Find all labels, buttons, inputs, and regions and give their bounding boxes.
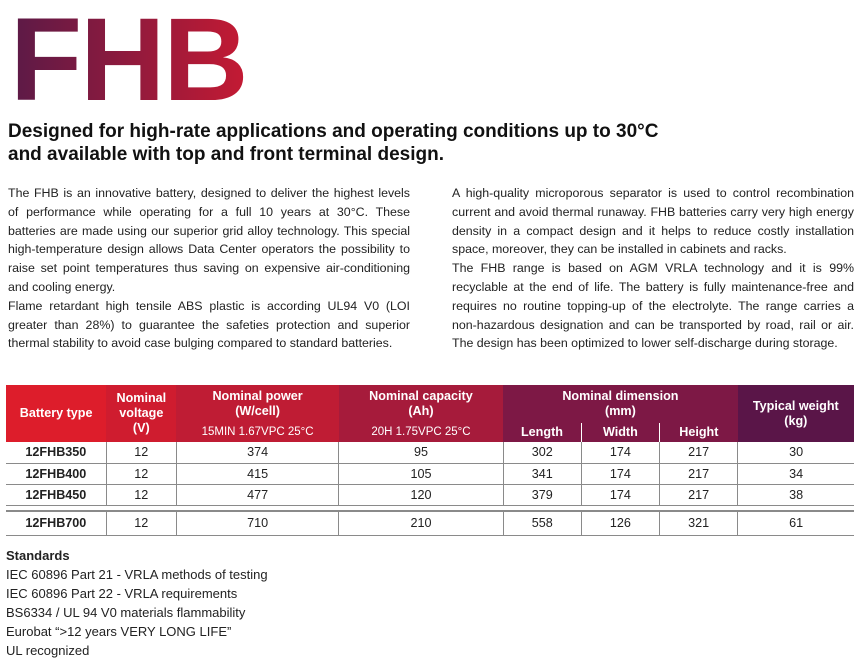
standards-title: Standards bbox=[6, 548, 70, 563]
header-dimension-line-2: (mm) bbox=[605, 404, 636, 418]
standards-item: BS6334 / UL 94 V0 materials flammability bbox=[6, 605, 246, 620]
cell-height: 217 bbox=[659, 463, 737, 484]
cell-length: 558 bbox=[503, 511, 581, 535]
header-width: Width bbox=[581, 423, 659, 442]
intro-left-paragraph-1: The FHB is an innovative battery, designed to deliver the highest levels of performance while operating for a full 10 years at 30°C. These batteries are made using our superior grid alloy technology. This special high-temperature design allows Data Center operators the possibility to raise set point temperatures thus saving on expensive air-conditioning and cooling energy. bbox=[8, 186, 410, 294]
header-power-condition: 15MIN 1.67VPC 25°C bbox=[176, 423, 338, 442]
header-length: Length bbox=[503, 423, 581, 442]
header-power-line-1: Nominal power bbox=[212, 389, 303, 403]
intro-left-paragraph-2: Flame retardant high tensile ABS plastic is according UL94 V0 (LOI greater than 28%) to guarantee the safeties protection and superior thermal stability to avoid case bulging compared to standard batteries. bbox=[8, 298, 410, 351]
standards-item: Eurobat “>12 years VERY LONG LIFE” bbox=[6, 624, 232, 639]
cell-battery-type: 12FHB400 bbox=[6, 463, 106, 484]
header-power-line-2: (W/cell) bbox=[235, 404, 280, 418]
cell-height: 217 bbox=[659, 484, 737, 505]
header-nominal-power bbox=[176, 385, 338, 423]
standards-item: IEC 60896 Part 22 - VRLA requirements bbox=[6, 586, 238, 601]
header-battery-type: Battery type bbox=[6, 385, 106, 442]
standards-section bbox=[6, 546, 268, 660]
table-row bbox=[6, 463, 854, 484]
table-row bbox=[6, 511, 854, 535]
cell-capacity: 105 bbox=[339, 463, 503, 484]
header-height: Height bbox=[659, 423, 737, 442]
cell-capacity: 95 bbox=[339, 442, 503, 463]
cell-capacity: 210 bbox=[339, 511, 503, 535]
header-weight-line-2: (kg) bbox=[784, 413, 808, 428]
cell-voltage: 12 bbox=[106, 511, 176, 535]
cell-voltage: 12 bbox=[106, 484, 176, 505]
header-voltage-line-2: voltage bbox=[119, 406, 164, 420]
cell-width: 126 bbox=[581, 511, 659, 535]
cell-width: 174 bbox=[581, 484, 659, 505]
cell-length: 341 bbox=[503, 463, 581, 484]
intro-right-paragraph-1: A high-quality microporous separator is used to control recombination current and avoid thermal runaway. FHB batteries carry very high energy density in a compact design and it helps to reduce costly installation space, moreover, they can be installed in cabinets and racks. bbox=[452, 186, 854, 257]
cell-height: 321 bbox=[659, 511, 737, 535]
header-voltage-line-1: Nominal bbox=[116, 391, 167, 405]
cell-voltage: 12 bbox=[106, 463, 176, 484]
cell-capacity: 120 bbox=[339, 484, 503, 505]
intro-left-column bbox=[8, 184, 410, 353]
table-row bbox=[6, 442, 854, 463]
cell-weight: 38 bbox=[738, 484, 854, 505]
cell-power: 415 bbox=[176, 463, 338, 484]
spec-table bbox=[6, 385, 854, 536]
header-typical-weight bbox=[738, 385, 854, 442]
cell-height: 217 bbox=[659, 442, 737, 463]
cell-length: 302 bbox=[503, 442, 581, 463]
header-capacity-line-1: Nominal capacity bbox=[369, 389, 473, 403]
standards-item: IEC 60896 Part 21 - VRLA methods of testing bbox=[6, 567, 268, 582]
header-nominal-capacity bbox=[339, 385, 503, 423]
table-row bbox=[6, 484, 854, 505]
cell-weight: 30 bbox=[738, 442, 854, 463]
cell-width: 174 bbox=[581, 463, 659, 484]
header-voltage-line-3: (V) bbox=[132, 421, 150, 435]
cell-weight: 61 bbox=[738, 511, 854, 535]
header-capacity-line-2: (Ah) bbox=[408, 404, 434, 418]
header-capacity-condition: 20H 1.75VPC 25°C bbox=[339, 423, 503, 442]
header-dimension-line-1: Nominal dimension bbox=[562, 389, 679, 403]
fhb-logo-text: FHB bbox=[10, 2, 247, 112]
cell-battery-type: 12FHB450 bbox=[6, 484, 106, 505]
cell-power: 374 bbox=[176, 442, 338, 463]
standards-item: UL recognized bbox=[6, 643, 90, 658]
header-nominal-voltage bbox=[106, 385, 176, 442]
cell-battery-type: 12FHB350 bbox=[6, 442, 106, 463]
cell-weight: 34 bbox=[738, 463, 854, 484]
cell-power: 477 bbox=[176, 484, 338, 505]
intro-right-column bbox=[452, 184, 854, 353]
cell-battery-type: 12FHB700 bbox=[6, 511, 106, 535]
cell-length: 379 bbox=[503, 484, 581, 505]
intro-right-paragraph-2: The FHB range is based on AGM VRLA technology and it is 99% recyclable at the end of life. The battery is fully maintenance-free and requires no routine topping-up of the electrolyte. The range carries a non-hazardous designation and can be transported by road, rail or air. The design has been optimized to lower self-discharge during storage. bbox=[452, 261, 854, 351]
fhb-logo-graphic bbox=[8, 2, 268, 112]
spec-table-header-row bbox=[6, 385, 854, 423]
header-nominal-dimension bbox=[503, 385, 738, 423]
cell-width: 174 bbox=[581, 442, 659, 463]
headline-line-1: Designed for high-rate applications and operating conditions up to 30°C bbox=[8, 121, 659, 142]
cell-voltage: 12 bbox=[106, 442, 176, 463]
header-weight-line-1: Typical weight bbox=[752, 398, 839, 413]
fhb-logo bbox=[8, 2, 268, 112]
headline bbox=[8, 120, 848, 166]
cell-power: 710 bbox=[176, 511, 338, 535]
headline-line-2: and available with top and front terminal design. bbox=[8, 144, 444, 165]
